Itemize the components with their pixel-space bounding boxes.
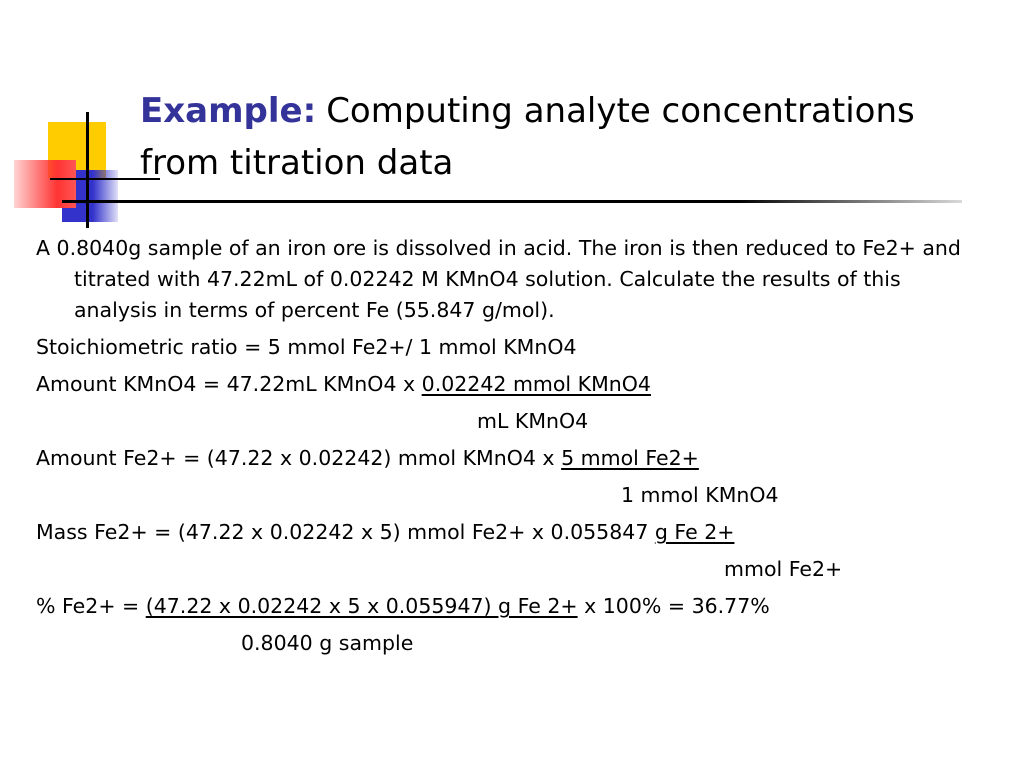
mass-fe-line [36, 517, 976, 554]
amount-fe-line [36, 443, 976, 480]
amount-kmno4-denominator-line [36, 406, 976, 443]
slide-body [36, 233, 976, 665]
mass-fe-denominator-line [36, 554, 976, 591]
percent-fe-line [36, 591, 976, 628]
title-divider [62, 200, 962, 203]
amount-kmno4-lhs: Amount KMnO4 = 47.22mL KMnO4 x [36, 372, 422, 396]
percent-fe-denominator-line [36, 628, 976, 665]
mass-fe-lhs: Mass Fe2+ = (47.22 x 0.02242 x 5) mmol Fe2+ x 0.055847 [36, 520, 655, 544]
percent-fe-lhs: % Fe2+ = [36, 594, 146, 618]
slide-title [140, 85, 1000, 189]
amount-kmno4-numerator: 0.02242 mmol KMnO4 [421, 372, 651, 396]
amount-fe-lhs: Amount Fe2+ = (47.22 x 0.02242) mmol KMnO4 x [36, 446, 562, 470]
title-line-2: from titration data [140, 143, 454, 183]
percent-fe-denominator: 0.8040 g sample [241, 631, 414, 655]
amount-kmno4-denominator: mL KMnO4 [477, 409, 589, 433]
amount-fe-denominator-line [36, 480, 976, 517]
title-line-1: Computing analyte concentrations [326, 91, 915, 131]
percent-fe-result: x 100% = 36.77% [577, 594, 770, 618]
stoichiometric-ratio-text: Stoichiometric ratio = 5 mmol Fe2+/ 1 mmol KMnO4 [36, 335, 577, 359]
logo-vertical-line [86, 112, 89, 228]
mass-fe-denominator: mmol Fe2+ [724, 557, 843, 581]
slide-logo-decoration [0, 0, 160, 240]
amount-kmno4-line [36, 369, 976, 406]
mass-fe-numerator: g Fe 2+ [654, 520, 735, 544]
stoichiometric-ratio-line [36, 332, 976, 369]
percent-fe-numerator: (47.22 x 0.02242 x 5 x 0.055947) g Fe 2+ [145, 594, 578, 618]
amount-fe-numerator: 5 mmol Fe2+ [561, 446, 699, 470]
title-keyword: Example: [140, 91, 317, 131]
problem-statement: A 0.8040g sample of an iron ore is dissolved in acid. The iron is then reduced to Fe2+ and titrated with 47.22mL of 0.02242 M KMnO4 solution. Calculate the results of this analysis in terms of percent Fe (55.847 g/mol). [36, 236, 961, 322]
amount-fe-denominator: 1 mmol KMnO4 [621, 483, 779, 507]
